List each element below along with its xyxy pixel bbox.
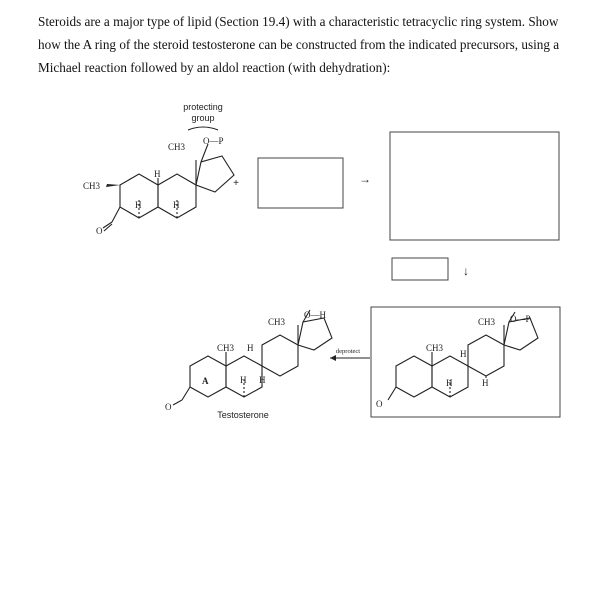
protecting-bracket xyxy=(188,127,218,130)
h-label-3: H xyxy=(173,200,180,210)
testosterone-name: Testosterone xyxy=(217,410,269,420)
h-label-1: H xyxy=(154,169,161,179)
ch3-left-wedge xyxy=(106,184,120,187)
ketone-bond-3 xyxy=(173,400,182,405)
ring-b xyxy=(120,174,158,218)
t-ch3-a-label: CH3 xyxy=(217,343,235,353)
answer-box-michael-product[interactable] xyxy=(390,132,559,240)
ring-c xyxy=(158,174,196,218)
t-h1-label: H xyxy=(247,343,254,353)
ketone-o: O xyxy=(96,226,103,236)
protecting-label-2: group xyxy=(191,113,215,123)
t-ch3-b-label: CH3 xyxy=(268,317,286,327)
ring-a-label: A xyxy=(202,376,209,386)
ketone-chain-2 xyxy=(182,387,190,400)
testosterone-structure xyxy=(165,310,332,420)
plus-sign: + xyxy=(233,178,239,189)
forward-arrow: → xyxy=(359,172,371,186)
t-oh-label: O—H xyxy=(304,310,326,320)
question-paragraph: Steroids are a major type of lipid (Section 19.4) with a characteristic tetracyclic ring system. Show how the A ring of the steroid testosterone can be constructed from the indicated precursors, using a Michael reaction followed by an aldol reaction (with dehydration): xyxy=(38,14,560,75)
pp-h3-label: H xyxy=(482,378,489,388)
ketone-chain xyxy=(112,207,120,222)
t-h2-label: H xyxy=(240,375,247,385)
ch3-top-label: CH3 xyxy=(168,142,186,152)
testosterone-ketone-o: O xyxy=(165,402,172,412)
pp-h1-label: H xyxy=(460,349,467,359)
deprotect-label: deprotect xyxy=(335,348,361,355)
t-h3-label: H xyxy=(259,375,266,385)
answer-box-aldol-reagent[interactable] xyxy=(392,258,448,280)
ring-c-2 xyxy=(262,335,298,376)
deprotect-arrowhead xyxy=(330,355,336,361)
h-label-2: H xyxy=(135,200,142,210)
ch3-left-label: CH3 xyxy=(83,181,101,191)
pp-op-label: O—P xyxy=(510,314,531,324)
pp-ketone-o: O xyxy=(376,399,383,409)
pp-h2-label: H xyxy=(446,378,453,388)
op-bond xyxy=(201,144,208,162)
ring-d-2 xyxy=(298,318,332,350)
pp-ch3-b-label: CH3 xyxy=(478,317,496,327)
precursor-structure xyxy=(83,102,234,236)
op-label: O—P xyxy=(203,136,224,146)
answer-box-reagent[interactable] xyxy=(258,158,343,208)
protecting-label-1: protecting xyxy=(183,102,223,112)
pp-ch3-a-label: CH3 xyxy=(426,343,444,353)
down-arrow: ↓ xyxy=(463,264,469,278)
